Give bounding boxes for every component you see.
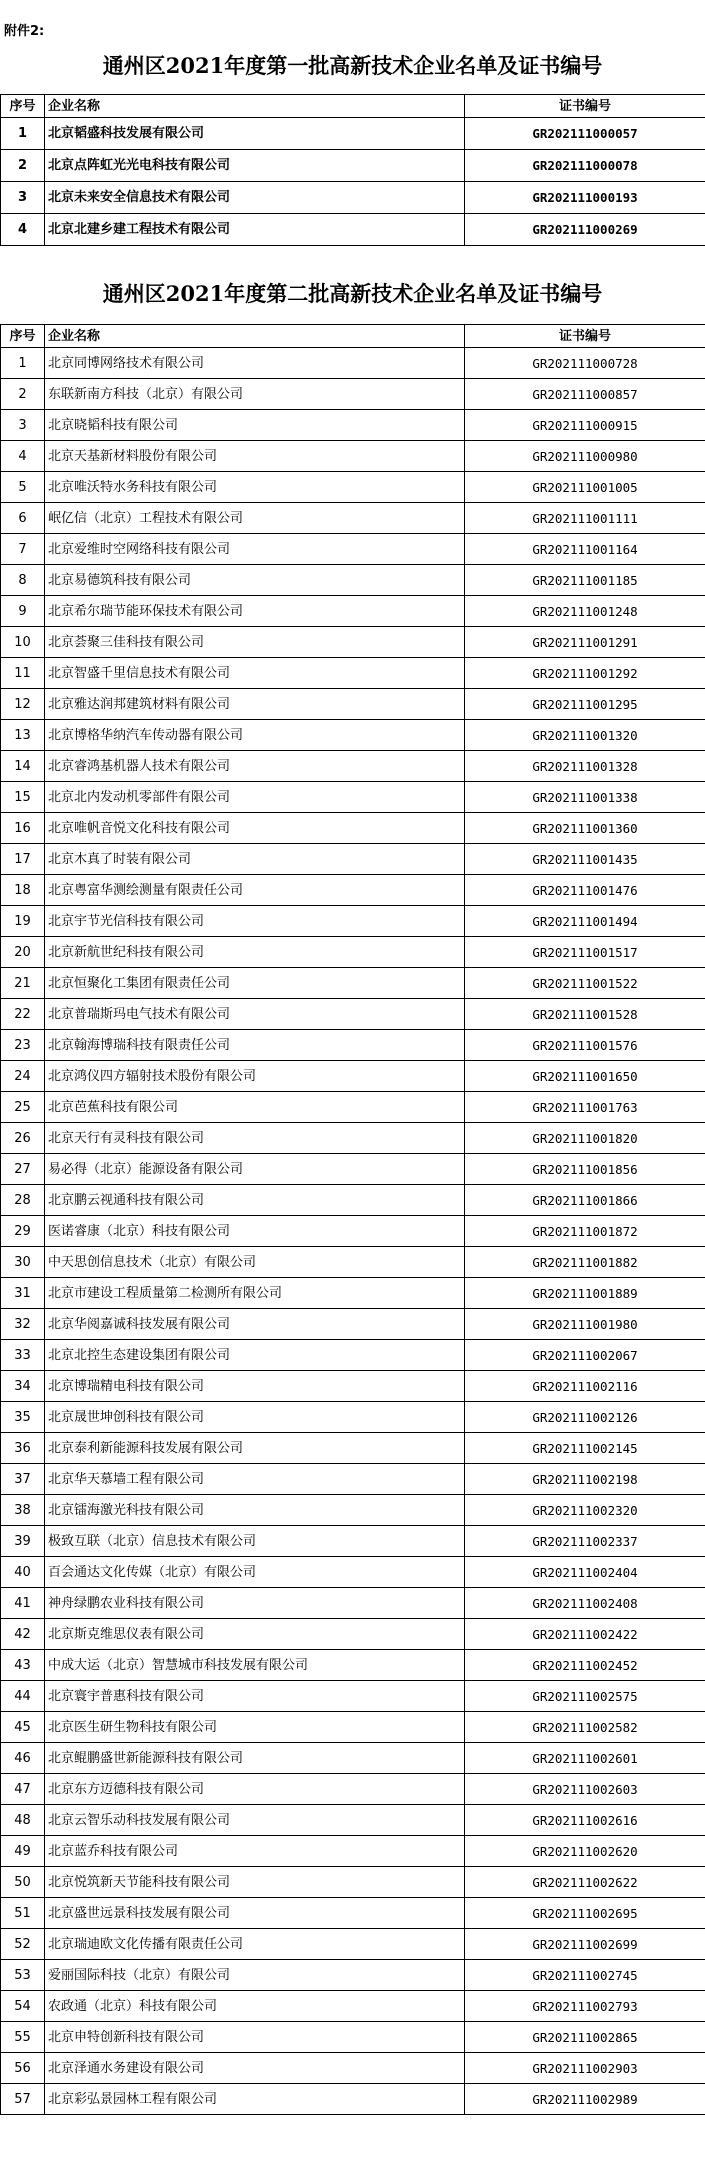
certificate-number: GR202111000728 [465,348,705,379]
table-row [1,1495,705,1526]
table-row [1,1278,705,1309]
table-row [1,1216,705,1247]
table-row [1,1340,705,1371]
row-number: 56 [1,2053,45,2084]
row-number: 21 [1,968,45,999]
certificate-number: GR202111001882 [465,1247,705,1278]
row-number: 1 [1,348,45,379]
certificate-number: GR202111001291 [465,627,705,658]
table-row [1,1805,705,1836]
batch1-table-body [1,118,705,246]
certificate-number: GR202111001889 [465,1278,705,1309]
table-row [1,118,705,150]
batch2-title: 通州区2021年度第二批高新技术企业名单及证书编号 [102,281,603,306]
header-cert: 证书编号 [465,95,705,118]
row-number: 11 [1,658,45,689]
row-number: 27 [1,1154,45,1185]
table-row [1,1247,705,1278]
table-row [1,472,705,503]
certificate-number: GR202111001866 [465,1185,705,1216]
company-name: 北京悦筑新天节能科技有限公司 [45,1867,465,1898]
row-number: 15 [1,782,45,813]
certificate-number: GR202111002793 [465,1991,705,2022]
certificate-number: GR202111001338 [465,782,705,813]
company-name: 农政通（北京）科技有限公司 [45,1991,465,2022]
company-name: 北京盛世远景科技发展有限公司 [45,1898,465,1929]
table-row [1,720,705,751]
certificate-number: GR202111001980 [465,1309,705,1340]
row-number: 57 [1,2084,45,2115]
row-number: 34 [1,1371,45,1402]
company-name: 医诺睿康（北京）科技有限公司 [45,1216,465,1247]
certificate-number: GR202111002320 [465,1495,705,1526]
table-row [1,1588,705,1619]
table-row [1,968,705,999]
table-row [1,1557,705,1588]
row-number: 10 [1,627,45,658]
certificate-number: GR202111002404 [465,1557,705,1588]
table-row [1,1774,705,1805]
table-row [1,1867,705,1898]
row-number: 19 [1,906,45,937]
row-number: 4 [1,214,45,246]
company-name: 北京瑞迪欧文化传播有限责任公司 [45,1929,465,1960]
certificate-number: GR202111001517 [465,937,705,968]
company-name: 北京北内发动机零部件有限公司 [45,782,465,813]
table-row [1,844,705,875]
row-number: 3 [1,182,45,214]
certificate-number: GR202111000269 [465,214,705,246]
header-cert: 证书编号 [465,325,705,348]
certificate-number: GR202111002745 [465,1960,705,1991]
row-number: 39 [1,1526,45,1557]
table-row [1,813,705,844]
company-name: 北京爱维时空网络科技有限公司 [45,534,465,565]
company-name: 神舟绿鹏农业科技有限公司 [45,1588,465,1619]
company-name: 北京博格华纳汽车传动器有限公司 [45,720,465,751]
table-row [1,182,705,214]
company-name: 东联新南方科技（北京）有限公司 [45,379,465,410]
certificate-number: GR202111001360 [465,813,705,844]
company-name: 北京普瑞斯玛电气技术有限公司 [45,999,465,1030]
table-header-row [1,325,705,348]
certificate-number: GR202111001476 [465,875,705,906]
table-row [1,503,705,534]
row-number: 40 [1,1557,45,1588]
row-number: 17 [1,844,45,875]
certificate-number: GR202111002622 [465,1867,705,1898]
table-row [1,751,705,782]
table-row [1,1526,705,1557]
row-number: 45 [1,1712,45,1743]
table-row [1,441,705,472]
table-row [1,596,705,627]
company-name: 北京鸿仪四方辐射技术股份有限公司 [45,1061,465,1092]
row-number: 51 [1,1898,45,1929]
certificate-number: GR202111000980 [465,441,705,472]
row-number: 44 [1,1681,45,1712]
table-row [1,150,705,182]
certificate-number: GR202111001435 [465,844,705,875]
row-number: 37 [1,1464,45,1495]
row-number: 2 [1,150,45,182]
certificate-number: GR202111000193 [465,182,705,214]
table-row [1,1898,705,1929]
certificate-number: GR202111002575 [465,1681,705,1712]
table-row [1,1650,705,1681]
header-no: 序号 [1,325,45,348]
table-row [1,410,705,441]
company-name: 北京芭蕉科技有限公司 [45,1092,465,1123]
row-number: 43 [1,1650,45,1681]
row-number: 1 [1,118,45,150]
certificate-number: GR202111001650 [465,1061,705,1092]
row-number: 50 [1,1867,45,1898]
company-name: 北京博瑞精电科技有限公司 [45,1371,465,1402]
certificate-number: GR202111001185 [465,565,705,596]
company-name: 北京市建设工程质量第二检测所有限公司 [45,1278,465,1309]
row-number: 7 [1,534,45,565]
table-header-row [1,95,705,118]
certificate-number: GR202111002616 [465,1805,705,1836]
table-row [1,1681,705,1712]
certificate-number: GR202111001320 [465,720,705,751]
row-number: 41 [1,1588,45,1619]
certificate-number: GR202111000915 [465,410,705,441]
table-row [1,1061,705,1092]
certificate-number: GR202111002582 [465,1712,705,1743]
company-name: 北京木真了时装有限公司 [45,844,465,875]
company-name: 北京粤富华测绘测量有限责任公司 [45,875,465,906]
table-row [1,1836,705,1867]
company-name: 北京未来安全信息技术有限公司 [45,182,465,214]
company-name: 北京智盛千里信息技术有限公司 [45,658,465,689]
table-row [1,379,705,410]
table-row [1,1743,705,1774]
certificate-number: GR202111002695 [465,1898,705,1929]
table-row [1,2084,705,2115]
certificate-number: GR202111001522 [465,968,705,999]
company-name: 北京点阵虹光光电科技有限公司 [45,150,465,182]
table-row [1,1991,705,2022]
table-row [1,937,705,968]
row-number: 52 [1,1929,45,1960]
company-name: 北京天行有灵科技有限公司 [45,1123,465,1154]
company-name: 易必得（北京）能源设备有限公司 [45,1154,465,1185]
certificate-number: GR202111002126 [465,1402,705,1433]
company-name: 北京彩弘景园林工程有限公司 [45,2084,465,2115]
row-number: 42 [1,1619,45,1650]
certificate-number: GR202111002452 [465,1650,705,1681]
table-row [1,1960,705,1991]
company-name: 北京唯沃特水务科技有限公司 [45,472,465,503]
company-name: 中天思创信息技术（北京）有限公司 [45,1247,465,1278]
table-row [1,1712,705,1743]
table-row [1,1464,705,1495]
company-name: 北京希尔瑞节能环保技术有限公司 [45,596,465,627]
table-row [1,1030,705,1061]
row-number: 5 [1,472,45,503]
row-number: 28 [1,1185,45,1216]
row-number: 46 [1,1743,45,1774]
row-number: 47 [1,1774,45,1805]
certificate-number: GR202111002989 [465,2084,705,2115]
table-row [1,348,705,379]
certificate-number: GR202111001528 [465,999,705,1030]
company-name: 北京镭海激光科技有限公司 [45,1495,465,1526]
row-number: 8 [1,565,45,596]
company-name: 北京晓韬科技有限公司 [45,410,465,441]
table-row [1,1123,705,1154]
company-name: 北京韬盛科技发展有限公司 [45,118,465,150]
company-name: 北京天基新材料股份有限公司 [45,441,465,472]
table-row [1,1619,705,1650]
certificate-number: GR202111001164 [465,534,705,565]
row-number: 54 [1,1991,45,2022]
table-row [1,999,705,1030]
company-name: 北京东方迈德科技有限公司 [45,1774,465,1805]
certificate-number: GR202111002699 [465,1929,705,1960]
table-row [1,1929,705,1960]
company-name: 北京宇节光信科技有限公司 [45,906,465,937]
company-name: 北京云智乐动科技发展有限公司 [45,1805,465,1836]
company-name: 北京易德筑科技有限公司 [45,565,465,596]
company-name: 北京寰宇普惠科技有限公司 [45,1681,465,1712]
header-name: 企业名称 [45,95,465,118]
row-number: 3 [1,410,45,441]
company-name: 北京斯克维思仪表有限公司 [45,1619,465,1650]
certificate-number: GR202111000078 [465,150,705,182]
row-number: 55 [1,2022,45,2053]
row-number: 18 [1,875,45,906]
row-number: 53 [1,1960,45,1991]
table-row [1,1092,705,1123]
certificate-number: GR202111001872 [465,1216,705,1247]
company-name: 北京医生研生物科技有限公司 [45,1712,465,1743]
row-number: 36 [1,1433,45,1464]
certificate-number: GR202111001328 [465,751,705,782]
row-number: 16 [1,813,45,844]
company-name: 北京鲲鹏盛世新能源科技有限公司 [45,1743,465,1774]
row-number: 24 [1,1061,45,1092]
certificate-number: GR202111002865 [465,2022,705,2053]
batch1-title: 通州区2021年度第一批高新技术企业名单及证书编号 [102,53,603,78]
company-name: 北京翰海博瑞科技有限责任公司 [45,1030,465,1061]
certificate-number: GR202111001295 [465,689,705,720]
row-number: 22 [1,999,45,1030]
table-row [1,2022,705,2053]
table-row [1,875,705,906]
row-number: 20 [1,937,45,968]
batch1-table [0,94,705,246]
certificate-number: GR202111001005 [465,472,705,503]
certificate-number: GR202111002422 [465,1619,705,1650]
table-row [1,906,705,937]
table-row [1,658,705,689]
company-name: 北京鹏云视通科技有限公司 [45,1185,465,1216]
company-name: 北京北控生态建设集团有限公司 [45,1340,465,1371]
row-number: 49 [1,1836,45,1867]
table-row [1,1371,705,1402]
row-number: 32 [1,1309,45,1340]
row-number: 35 [1,1402,45,1433]
table-row [1,1402,705,1433]
company-name: 百会通达文化传媒（北京）有限公司 [45,1557,465,1588]
certificate-number: GR202111000857 [465,379,705,410]
company-name: 北京泰利新能源科技发展有限公司 [45,1433,465,1464]
row-number: 6 [1,503,45,534]
company-name: 北京华阅嘉诚科技发展有限公司 [45,1309,465,1340]
certificate-number: GR202111001820 [465,1123,705,1154]
certificate-number: GR202111001292 [465,658,705,689]
certificate-number: GR202111001763 [465,1092,705,1123]
row-number: 4 [1,441,45,472]
header-no: 序号 [1,95,45,118]
company-name: 北京申特创新科技有限公司 [45,2022,465,2053]
row-number: 25 [1,1092,45,1123]
company-name: 岷亿信（北京）工程技术有限公司 [45,503,465,534]
certificate-number: GR202111002145 [465,1433,705,1464]
row-number: 12 [1,689,45,720]
table-row [1,1309,705,1340]
certificate-number: GR202111002903 [465,2053,705,2084]
row-number: 9 [1,596,45,627]
table-row [1,565,705,596]
company-name: 爱丽国际科技（北京）有限公司 [45,1960,465,1991]
company-name: 北京华天慕墙工程有限公司 [45,1464,465,1495]
row-number: 31 [1,1278,45,1309]
company-name: 极致互联（北京）信息技术有限公司 [45,1526,465,1557]
certificate-number: GR202111002337 [465,1526,705,1557]
row-number: 13 [1,720,45,751]
table-row [1,1185,705,1216]
certificate-number: GR202111001494 [465,906,705,937]
company-name: 北京睿鸿基机器人技术有限公司 [45,751,465,782]
company-name: 北京荟聚三佳科技有限公司 [45,627,465,658]
table-row [1,214,705,246]
batch2-table-body [1,348,705,2115]
row-number: 23 [1,1030,45,1061]
certificate-number: GR202111001856 [465,1154,705,1185]
row-number: 33 [1,1340,45,1371]
certificate-number: GR202111002620 [465,1836,705,1867]
certificate-number: GR202111000057 [465,118,705,150]
attachment-label: 附件2: [4,24,45,39]
certificate-number: GR202111002067 [465,1340,705,1371]
row-number: 30 [1,1247,45,1278]
certificate-number: GR202111002603 [465,1774,705,1805]
company-name: 北京北建乡建工程技术有限公司 [45,214,465,246]
row-number: 29 [1,1216,45,1247]
company-name: 北京晟世坤创科技有限公司 [45,1402,465,1433]
row-number: 38 [1,1495,45,1526]
company-name: 北京新航世纪科技有限公司 [45,937,465,968]
table-row [1,782,705,813]
company-name: 北京同博网络技术有限公司 [45,348,465,379]
row-number: 14 [1,751,45,782]
table-row [1,689,705,720]
table-row [1,627,705,658]
row-number: 26 [1,1123,45,1154]
certificate-number: GR202111001111 [465,503,705,534]
certificate-number: GR202111001576 [465,1030,705,1061]
company-name: 北京泽通水务建设有限公司 [45,2053,465,2084]
certificate-number: GR202111001248 [465,596,705,627]
certificate-number: GR202111002408 [465,1588,705,1619]
row-number: 48 [1,1805,45,1836]
table-row [1,1154,705,1185]
certificate-number: GR202111002116 [465,1371,705,1402]
company-name: 北京蓝乔科技有限公司 [45,1836,465,1867]
company-name: 中成大运（北京）智慧城市科技发展有限公司 [45,1650,465,1681]
certificate-number: GR202111002601 [465,1743,705,1774]
batch2-table [0,324,705,2115]
company-name: 北京唯帆音悦文化科技有限公司 [45,813,465,844]
table-row [1,1433,705,1464]
company-name: 北京恒聚化工集团有限责任公司 [45,968,465,999]
header-name: 企业名称 [45,325,465,348]
certificate-number: GR202111002198 [465,1464,705,1495]
row-number: 2 [1,379,45,410]
table-row [1,534,705,565]
table-row [1,2053,705,2084]
company-name: 北京雅达润邦建筑材料有限公司 [45,689,465,720]
